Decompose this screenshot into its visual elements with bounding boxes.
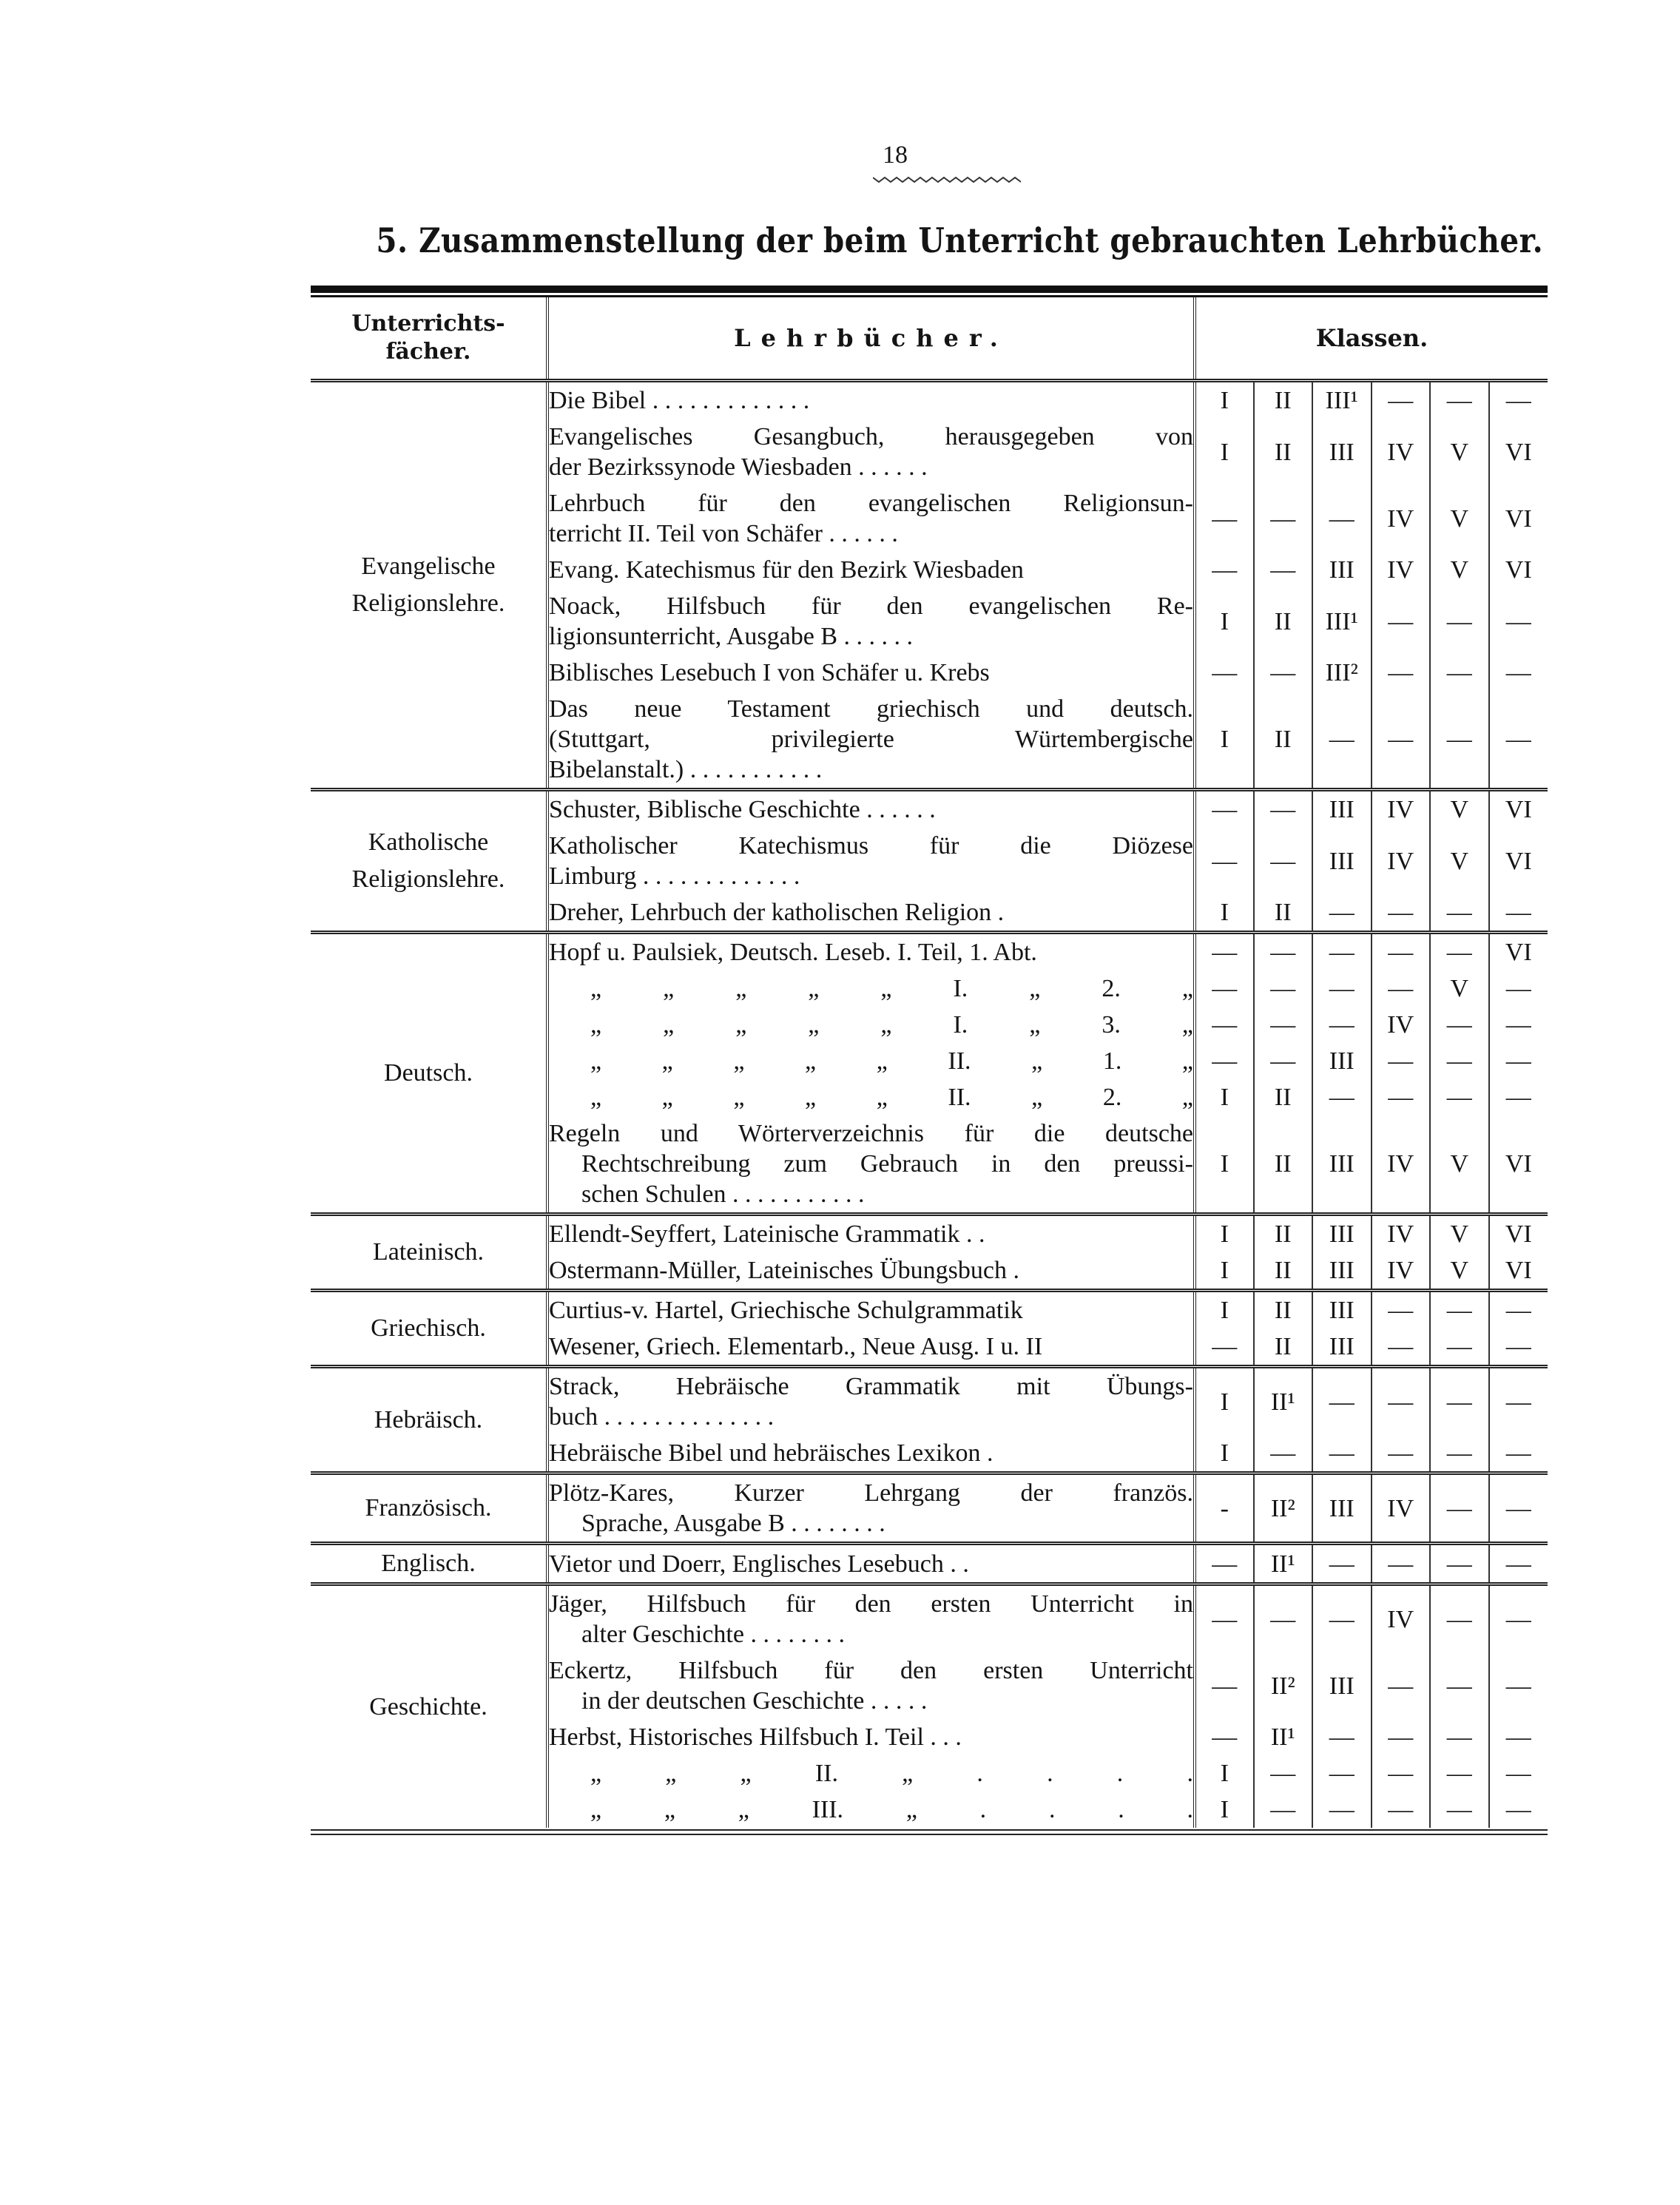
subject-cell [311, 1544, 547, 1584]
table-row [311, 1473, 1548, 1544]
class-cell: — [1430, 894, 1489, 933]
class-cell: IV [1372, 1115, 1431, 1215]
textbook-line: Eckertz, Hilfsbuch für den ersten Unterricht [549, 1657, 1193, 1684]
class-cell: — [1430, 1079, 1489, 1115]
subject-cell [311, 381, 547, 790]
class-cell: — [1195, 485, 1254, 552]
textbook-line: Evangelisches Gesangbuch, herausgegeben von [549, 423, 1193, 450]
class-cell: IV [1372, 485, 1431, 552]
class-cell: — [1430, 1473, 1489, 1544]
class-cell: — [1430, 381, 1489, 419]
class-cell: — [1195, 1328, 1254, 1367]
textbook-title [547, 1291, 1195, 1329]
class-cell: — [1312, 970, 1372, 1007]
class-cell: — [1312, 1435, 1372, 1473]
class-cell: — [1430, 1584, 1489, 1653]
textbook-line: (Stuttgart, privilegierte Würtembergische [549, 726, 1193, 753]
textbook-title [547, 828, 1195, 894]
textbook-line: Evang. Katechismus für den Bezirk Wiesbaden [549, 556, 1024, 584]
class-cell: — [1372, 933, 1431, 971]
class-cell: II [1254, 1115, 1313, 1215]
class-cell: — [1312, 1079, 1372, 1115]
class-cell: — [1372, 655, 1431, 691]
textbook-title [547, 790, 1195, 828]
class-cell: V [1430, 970, 1489, 1007]
textbook-line: Regeln und Wörterverzeichnis für die deutsche [549, 1120, 1193, 1147]
subject-name: Englisch. [381, 1550, 476, 1577]
class-cell: I [1195, 1115, 1254, 1215]
class-cell: — [1195, 1043, 1254, 1079]
class-cell: — [1430, 933, 1489, 971]
class-cell: — [1312, 1584, 1372, 1653]
table-row [311, 1544, 1548, 1584]
class-cell: — [1372, 1435, 1431, 1473]
class-cell: V [1430, 1115, 1489, 1215]
class-cell: — [1430, 1755, 1489, 1792]
class-cell: — [1372, 1719, 1431, 1755]
class-cell: IV [1372, 1252, 1431, 1291]
textbook-line: Vietor und Doerr, Englisches Lesebuch . . [549, 1550, 969, 1578]
class-cell: III [1312, 419, 1372, 485]
class-cell: I [1195, 1215, 1254, 1253]
class-cell: — [1254, 933, 1313, 971]
class-cell: — [1430, 588, 1489, 655]
textbook-line: Ellendt-Seyffert, Lateinische Grammatik . . [549, 1220, 985, 1248]
page-number: 18 [883, 141, 908, 169]
table-header-row [311, 297, 1548, 381]
class-cell: — [1430, 1719, 1489, 1755]
class-cell: II [1254, 419, 1313, 485]
textbook-title [547, 1215, 1195, 1253]
subject-name: Hebräisch. [374, 1405, 483, 1434]
table-row [311, 1367, 1548, 1436]
textbook-title [547, 691, 1195, 790]
textbook-title [547, 1079, 1195, 1115]
class-cell: III [1312, 1328, 1372, 1367]
class-cell: I [1195, 894, 1254, 933]
class-cell: III [1312, 1043, 1372, 1079]
class-cell: — [1505, 899, 1531, 926]
class-cell: VI [1505, 438, 1532, 466]
class-cell: V [1430, 552, 1489, 588]
class-cell: III [1312, 828, 1372, 894]
class-cell: — [1312, 691, 1372, 790]
class-cell: — [1430, 1435, 1489, 1473]
textbook-title [547, 1584, 1195, 1653]
class-cell: II [1254, 1291, 1313, 1329]
class-cell: — [1430, 1007, 1489, 1043]
class-cell: — [1489, 381, 1548, 419]
textbook-line: Lehrbuch für den evangelischen Religionsun- [549, 490, 1193, 517]
class-cell: VI [1489, 790, 1548, 828]
subject-name: Religionslehre. [351, 865, 505, 893]
class-cell: — [1505, 659, 1531, 686]
class-cell: VI [1489, 1215, 1548, 1253]
textbook-line: Das neue Testament griechisch und deutsch. [549, 695, 1193, 723]
textbook-title [547, 1367, 1195, 1436]
textbook-line: „ „ „ III. „ . . . . [590, 1796, 1193, 1823]
class-cell: II¹ [1254, 1719, 1313, 1755]
class-cell: — [1254, 1792, 1313, 1828]
table-row [311, 933, 1548, 971]
class-cell: — [1312, 1755, 1372, 1792]
subject-name: Griechisch. [371, 1314, 486, 1342]
class-cell: — [1254, 1043, 1313, 1079]
class-cell: VI [1505, 556, 1532, 584]
class-cell: II [1254, 894, 1313, 933]
textbook-title [547, 1792, 1195, 1828]
subject-cell [311, 1367, 547, 1473]
closing-rule [311, 1829, 1548, 1835]
subject-cell [311, 790, 547, 933]
textbook-line: Schuster, Biblische Geschichte . . . . . . [549, 796, 936, 823]
class-cell: II [1254, 588, 1313, 655]
subject-name: Lateinisch. [372, 1238, 485, 1266]
class-cell: IV [1372, 828, 1431, 894]
subject-cell [311, 1584, 547, 1829]
class-cell: I [1195, 1367, 1254, 1436]
header-subject [311, 297, 547, 381]
class-cell: — [1254, 828, 1313, 894]
class-cell: I [1195, 1079, 1254, 1115]
class-cell: — [1372, 970, 1431, 1007]
textbook-title [547, 970, 1195, 1007]
header-subject-line: fächer. [385, 339, 471, 365]
class-cell: — [1505, 1672, 1531, 1700]
class-cell: — [1430, 1291, 1489, 1329]
class-cell: - [1195, 1473, 1254, 1544]
textbook-line: Wesener, Griech. Elementarb., Neue Ausg. I u. II [549, 1333, 1043, 1360]
class-cell: — [1372, 381, 1431, 419]
textbook-line: Biblisches Lesebuch I von Schäfer u. Krebs [549, 659, 990, 686]
class-cell: — [1430, 1367, 1489, 1436]
class-cell: III [1312, 1652, 1372, 1719]
class-cell: — [1372, 894, 1431, 933]
class-cell: — [1430, 1043, 1489, 1079]
class-cell: — [1505, 1333, 1531, 1360]
class-cell: — [1372, 1755, 1431, 1792]
table-row [311, 381, 1548, 419]
class-cell: VI [1505, 847, 1532, 875]
class-cell: — [1372, 1328, 1431, 1367]
class-cell: — [1254, 655, 1313, 691]
textbook-line: Dreher, Lehrbuch der katholischen Religion . [549, 899, 1005, 926]
textbook-title [547, 588, 1195, 655]
class-cell: — [1195, 828, 1254, 894]
textbook-line: Herbst, Historisches Hilfsbuch I. Teil . . . [549, 1723, 962, 1751]
class-cell: — [1430, 1544, 1489, 1584]
class-cell: — [1430, 691, 1489, 790]
textbook-title [547, 552, 1195, 588]
header-books: Lehrbücher. [547, 297, 1195, 381]
class-cell: — [1505, 1723, 1531, 1751]
class-cell: — [1505, 1047, 1531, 1075]
class-cell: — [1312, 1367, 1372, 1436]
class-cell: I [1195, 1252, 1254, 1291]
subject-name: Religionslehre. [351, 590, 505, 617]
class-cell: — [1195, 970, 1254, 1007]
textbook-line: ligionsunterricht, Ausgabe B . . . . . . [549, 623, 914, 650]
textbook-line: buch . . . . . . . . . . . . . . [549, 1403, 775, 1431]
class-cell: — [1505, 607, 1531, 635]
class-cell: I [1195, 419, 1254, 485]
textbook-line: terricht II. Teil von Schäfer . . . . . . [549, 520, 898, 547]
class-cell: — [1489, 1584, 1548, 1653]
class-cell: V [1430, 1215, 1489, 1253]
class-cell: — [1372, 1043, 1431, 1079]
class-cell: — [1254, 552, 1313, 588]
textbook-line: Hebräische Bibel und hebräisches Lexikon . [549, 1439, 994, 1467]
class-cell: III¹ [1312, 381, 1372, 419]
class-cell: — [1254, 1755, 1313, 1792]
class-cell: V [1430, 790, 1489, 828]
class-cell: — [1195, 1652, 1254, 1719]
class-cell: VI [1489, 933, 1548, 971]
class-cell: III¹ [1312, 588, 1372, 655]
class-cell: — [1254, 485, 1313, 552]
textbook-line: „ „ „ „ „ II. „ 2. „ [590, 1084, 1193, 1111]
table-row [311, 1215, 1548, 1253]
textbook-title [547, 1544, 1195, 1584]
textbook-title [547, 1252, 1195, 1291]
class-cell: I [1195, 381, 1254, 419]
textbook-line: „ „ „ II. „ . . . . [590, 1760, 1193, 1787]
class-cell: — [1195, 1544, 1254, 1584]
class-cell: II [1254, 381, 1313, 419]
textbook-title [547, 1007, 1195, 1043]
textbook-line: Ostermann-Müller, Lateinisches Übungsbuch . [549, 1257, 1019, 1284]
textbook-title [547, 381, 1195, 419]
header-subject-line: Unterrichts- [351, 311, 505, 337]
textbook-line: Hopf u. Paulsiek, Deutsch. Leseb. I. Teil, 1. Abt. [549, 939, 1037, 966]
class-cell: I [1195, 1792, 1254, 1828]
class-cell: — [1372, 1544, 1431, 1584]
textbook-line: Jäger, Hilfsbuch für den ersten Unterricht in [549, 1590, 1193, 1618]
class-cell: — [1312, 1544, 1372, 1584]
class-cell: V [1430, 828, 1489, 894]
textbook-title [547, 1719, 1195, 1755]
class-cell: III [1312, 1115, 1372, 1215]
class-cell: — [1312, 1007, 1372, 1043]
class-cell: — [1505, 1011, 1531, 1039]
class-cell: — [1489, 1291, 1548, 1329]
subject-cell [311, 1473, 547, 1544]
class-cell: II [1254, 1252, 1313, 1291]
textbook-line: „ „ „ „ „ I. „ 3. „ [590, 1011, 1193, 1039]
textbook-line: Noack, Hilfsbuch für den evangelischen Re- [549, 592, 1193, 620]
class-cell: — [1489, 1367, 1548, 1436]
textbook-title [547, 1328, 1195, 1367]
class-cell: II [1254, 1215, 1313, 1253]
textbook-line: schen Schulen . . . . . . . . . . . [581, 1181, 865, 1208]
class-cell: — [1430, 655, 1489, 691]
subject-name: Deutsch. [384, 1059, 473, 1087]
subject-cell [311, 1215, 547, 1291]
class-cell: VI [1505, 1257, 1532, 1284]
textbook-line: Katholischer Katechismus für die Diözese [549, 832, 1193, 860]
class-cell: — [1254, 1584, 1313, 1653]
class-cell: II¹ [1254, 1367, 1313, 1436]
class-cell: III² [1312, 655, 1372, 691]
class-cell: — [1195, 552, 1254, 588]
class-cell: I [1195, 1435, 1254, 1473]
class-cell: II¹ [1254, 1544, 1313, 1584]
class-cell: — [1195, 1719, 1254, 1755]
class-cell: III [1312, 1291, 1372, 1329]
subject-name: Geschichte. [369, 1692, 488, 1721]
class-cell: — [1195, 1584, 1254, 1653]
class-cell: — [1430, 1652, 1489, 1719]
header-classes: Klassen. [1195, 297, 1548, 381]
class-cell: — [1489, 1544, 1548, 1584]
class-cell: IV [1372, 790, 1431, 828]
textbook-line: alter Geschichte . . . . . . . . [581, 1621, 845, 1648]
textbook-line: „ „ „ „ „ II. „ 1. „ [590, 1047, 1193, 1075]
class-cell: — [1372, 1652, 1431, 1719]
subject-cell [311, 1291, 547, 1367]
class-cell: I [1195, 1755, 1254, 1792]
class-cell: — [1372, 1792, 1431, 1828]
class-cell: — [1372, 1291, 1431, 1329]
class-cell: — [1195, 1007, 1254, 1043]
class-cell: — [1505, 726, 1531, 753]
class-cell: — [1505, 1796, 1531, 1823]
class-cell: — [1372, 1367, 1431, 1436]
class-cell: — [1372, 691, 1431, 790]
textbook-line: der Bezirkssynode Wiesbaden . . . . . . [549, 453, 928, 481]
class-cell: V [1430, 1252, 1489, 1291]
textbook-line: Limburg . . . . . . . . . . . . . [549, 862, 800, 890]
class-cell: I [1195, 588, 1254, 655]
class-cell: — [1312, 933, 1372, 971]
textbook-line: Plötz-Kares, Kurzer Lehrgang der französ. [549, 1479, 1193, 1507]
class-cell: — [1195, 655, 1254, 691]
textbook-title [547, 1755, 1195, 1792]
textbook-line: Strack, Hebräische Grammatik mit Übungs- [549, 1373, 1193, 1400]
heavy-top-rule [311, 286, 1548, 293]
class-cell: I [1195, 691, 1254, 790]
class-cell: III [1312, 552, 1372, 588]
class-cell: — [1372, 588, 1431, 655]
class-cell: II [1254, 1328, 1313, 1367]
textbook-title [547, 1043, 1195, 1079]
class-cell: — [1195, 790, 1254, 828]
class-cell: VI [1505, 1150, 1532, 1178]
class-cell: — [1254, 790, 1313, 828]
subject-name: Katholische [368, 828, 489, 856]
class-cell: — [1430, 1328, 1489, 1367]
class-cell: — [1430, 1792, 1489, 1828]
class-cell: III [1312, 1473, 1372, 1544]
textbook-line: Rechtschreibung zum Gebrauch in den preussi- [581, 1150, 1193, 1178]
class-cell: V [1430, 419, 1489, 485]
class-cell: — [1505, 975, 1531, 1002]
class-cell: — [1505, 1084, 1531, 1111]
subject-name: Französisch. [365, 1494, 492, 1522]
class-cell: III [1312, 790, 1372, 828]
class-cell: IV [1372, 1215, 1431, 1253]
textbook-title [547, 894, 1195, 933]
class-cell: — [1505, 1760, 1531, 1787]
page-number-ornament [873, 175, 1021, 183]
textbook-title [547, 1652, 1195, 1719]
document-title: 5. Zusammenstellung der beim Unterricht gebrauchten Lehrbücher. [376, 220, 1544, 260]
class-cell: — [1312, 485, 1372, 552]
class-cell: — [1505, 1439, 1531, 1467]
textbook-title [547, 1115, 1195, 1215]
class-cell: IV [1372, 1584, 1431, 1653]
class-cell: — [1312, 1719, 1372, 1755]
subject-cell [311, 933, 547, 1215]
class-cell: VI [1505, 504, 1532, 533]
class-cell: II [1254, 691, 1313, 790]
textbook-line: Die Bibel . . . . . . . . . . . . . [549, 387, 810, 414]
textbook-title [547, 933, 1195, 971]
class-cell: — [1489, 1473, 1548, 1544]
class-cell: — [1195, 933, 1254, 971]
class-cell: — [1254, 970, 1313, 1007]
textbook-line: Sprache, Ausgabe B . . . . . . . . [581, 1510, 885, 1537]
textbook-title [547, 419, 1195, 485]
class-cell: — [1254, 1007, 1313, 1043]
class-cell: IV [1372, 1473, 1431, 1544]
textbook-title [547, 485, 1195, 552]
textbook-title [547, 1435, 1195, 1473]
textbook-line: „ „ „ „ „ I. „ 2. „ [590, 975, 1193, 1002]
class-cell: I [1195, 1291, 1254, 1329]
table-row [311, 1291, 1548, 1329]
class-cell: III [1312, 1215, 1372, 1253]
class-cell: — [1312, 894, 1372, 933]
textbook-title [547, 655, 1195, 691]
class-cell: III [1312, 1252, 1372, 1291]
table-row [311, 1584, 1548, 1653]
table-row [311, 790, 1548, 828]
class-cell: IV [1372, 419, 1431, 485]
textbook-line: in der deutschen Geschichte . . . . . [581, 1687, 928, 1715]
class-cell: — [1312, 1792, 1372, 1828]
class-cell: II² [1254, 1652, 1313, 1719]
subject-name: Evangelische [361, 553, 496, 580]
textbook-line: Curtius-v. Hartel, Griechische Schulgrammatik [549, 1297, 1023, 1324]
class-cell: IV [1372, 552, 1431, 588]
class-cell: — [1372, 1079, 1431, 1115]
class-cell: II [1254, 1079, 1313, 1115]
textbook-title [547, 1473, 1195, 1544]
class-cell: IV [1372, 1007, 1431, 1043]
textbook-table [311, 297, 1548, 1828]
textbook-line: Bibelanstalt.) . . . . . . . . . . . [549, 756, 823, 783]
class-cell: V [1430, 485, 1489, 552]
class-cell: II² [1254, 1473, 1313, 1544]
class-cell: — [1254, 1435, 1313, 1473]
